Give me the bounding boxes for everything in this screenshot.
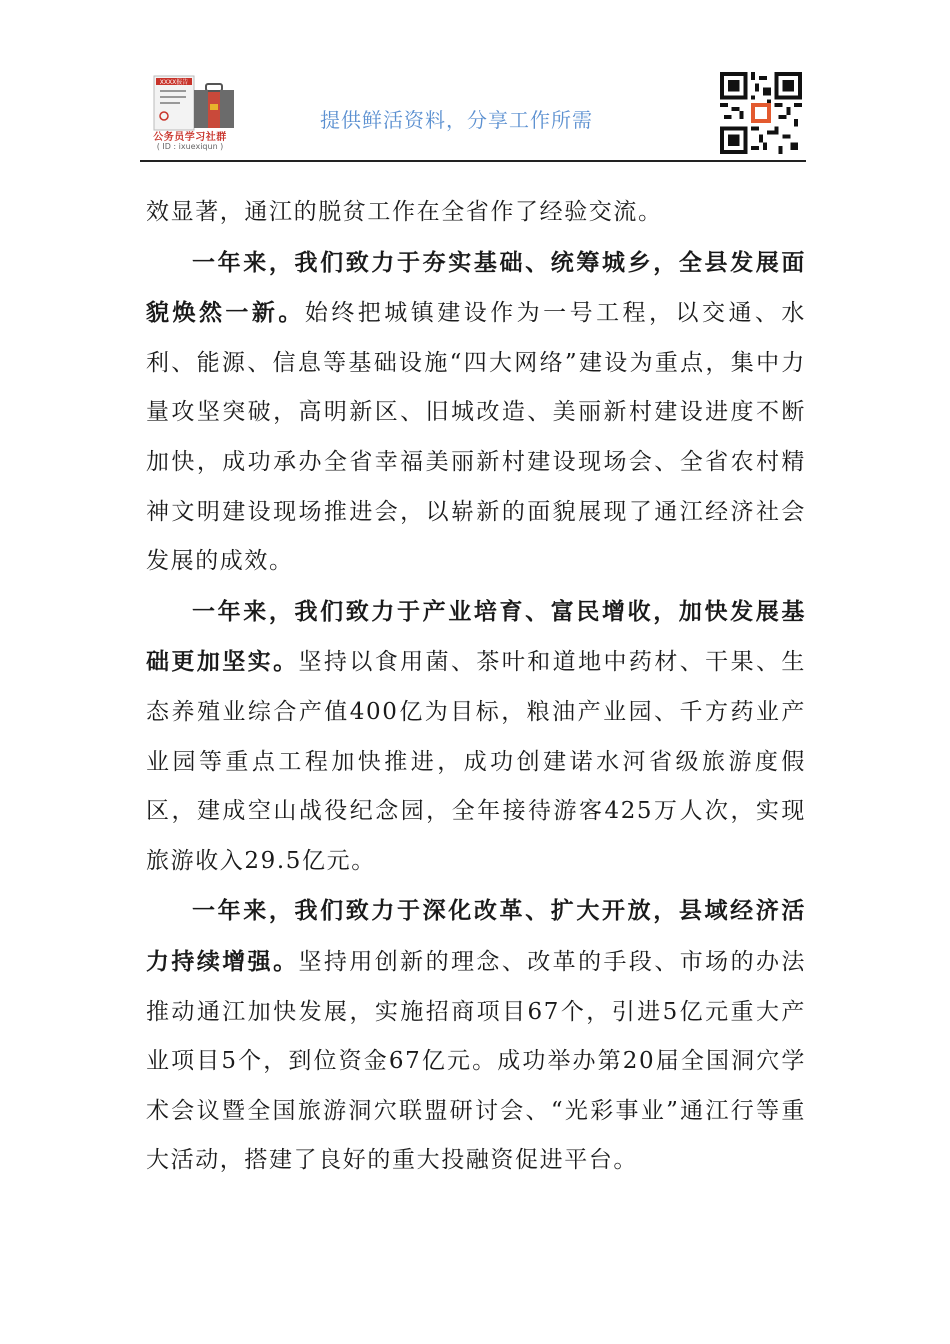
paragraph [146,188,806,238]
logo-badge-text: XXXX报告 [159,79,189,86]
paragraph-lead: 一年来，我们致力于产业培育、富民增收，加快发展基础更加坚实。 [146,597,806,676]
paragraph-body: 始终把城镇建设作为一号工程，以交通、水利、能源、信息等基础设施“四大网络”建设为重点，集中力量攻坚突破，高明新区、旧城改造、美丽新村建设进度不断加快，成功承办全省幸福美丽新村建设现场会、全省农村精神文明建设现场推进会，以崭新的面貌展现了通江经济社会发展的成效。 [146,300,806,575]
document-body [146,188,806,1186]
paragraph-body: 效显著，通江的脱贫工作在全省作了经验交流。 [146,199,663,225]
paragraph-body: 坚持用创新的理念、改革的手段、市场的办法推动通江加快发展，实施招商项目67个，引进5亿元重大产业项目5个，到位资金67亿元。成功举办第20届全国洞穴学术会议暨全国旅游洞穴联盟研讨会、“光彩事业”通江行等重大活动，搭建了良好的重大投融资促进平台。 [146,948,806,1174]
paragraph [146,238,806,587]
header-slogan: 提供鲜活资料，分享工作所需 [320,108,593,132]
paragraph [146,587,806,887]
paragraph-lead: 一年来，我们致力于深化改革、扩大开放，县域经济活力持续增强。 [146,897,806,975]
page-header [140,70,806,162]
logo-id: ( ID : ixuexiqun ) [156,142,224,151]
paragraph [146,886,806,1186]
paragraph-lead: 一年来，我们致力于夯实基础、统筹城乡，全县发展面貌焕然一新。 [146,248,806,327]
qr-code-icon [720,72,802,154]
logo-caption: 公务员学习社群 [153,132,227,143]
paragraph-body: 坚持以食用菌、茶叶和道地中药材、干果、生态养殖业综合产值400亿为目标，粮油产业园、千方药业产业园等重点工程加快推进，成功创建诺水河省级旅游度假区，建成空山战役纪念园，全年接待游客425万人次，实现旅游收入29.5亿元。 [146,649,806,874]
